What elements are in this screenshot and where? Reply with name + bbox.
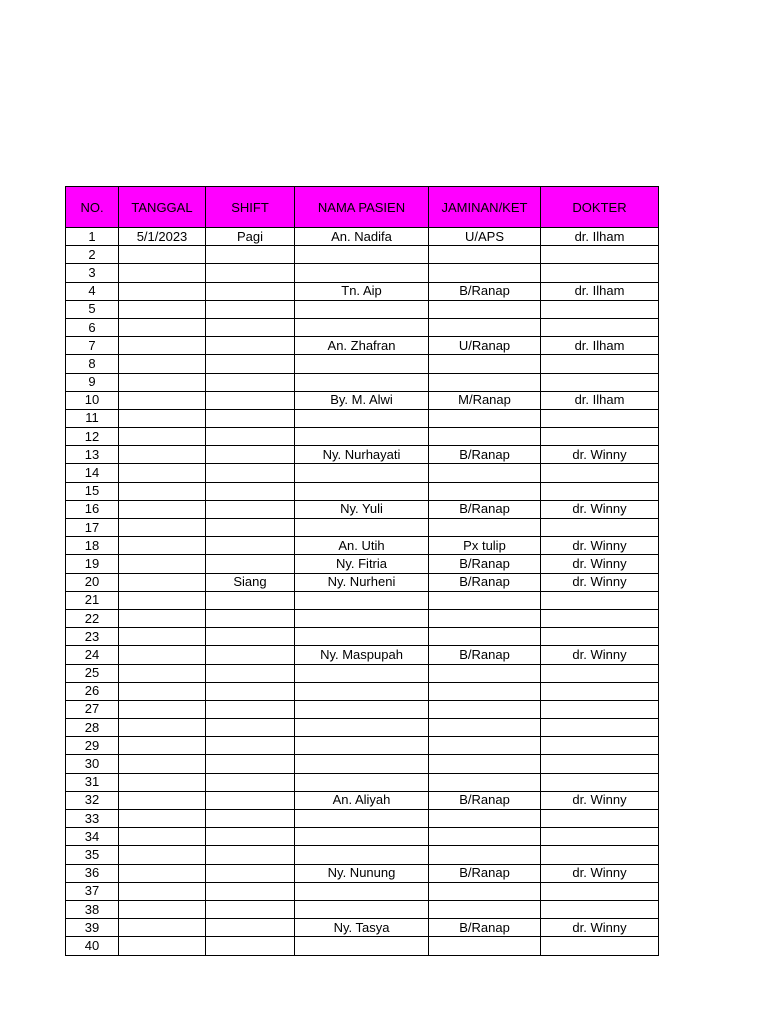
cell-shift xyxy=(206,355,295,373)
cell-tanggal xyxy=(119,737,206,755)
table-row xyxy=(66,828,659,846)
cell-jaminan-ket xyxy=(429,464,541,482)
cell-dokter xyxy=(541,264,659,282)
cell-tanggal xyxy=(119,264,206,282)
table-row xyxy=(66,246,659,264)
cell-nama-pasien: By. M. Alwi xyxy=(295,391,429,409)
cell-shift xyxy=(206,373,295,391)
cell-shift xyxy=(206,846,295,864)
cell-tanggal xyxy=(119,719,206,737)
table-row xyxy=(66,810,659,828)
cell-nama-pasien xyxy=(295,937,429,955)
cell-shift xyxy=(206,937,295,955)
cell-shift xyxy=(206,264,295,282)
cell-jaminan-ket xyxy=(429,591,541,609)
cell-dokter xyxy=(541,810,659,828)
cell-tanggal xyxy=(119,755,206,773)
table-row xyxy=(66,900,659,918)
cell-jaminan-ket xyxy=(429,719,541,737)
table-row xyxy=(66,791,659,809)
cell-nama-pasien xyxy=(295,682,429,700)
cell-no: 17 xyxy=(66,519,119,537)
cell-dokter: dr. Ilham xyxy=(541,391,659,409)
cell-no: 14 xyxy=(66,464,119,482)
cell-no: 36 xyxy=(66,864,119,882)
cell-no: 23 xyxy=(66,628,119,646)
cell-dokter xyxy=(541,409,659,427)
cell-dokter xyxy=(541,428,659,446)
cell-nama-pasien: Ny. Fitria xyxy=(295,555,429,573)
cell-jaminan-ket: M/Ranap xyxy=(429,391,541,409)
header-jaminan-ket: JAMINAN/KET xyxy=(429,187,541,228)
cell-dokter xyxy=(541,355,659,373)
cell-shift xyxy=(206,664,295,682)
cell-tanggal xyxy=(119,628,206,646)
cell-shift xyxy=(206,791,295,809)
cell-shift xyxy=(206,519,295,537)
table-row xyxy=(66,446,659,464)
cell-no: 5 xyxy=(66,300,119,318)
cell-jaminan-ket: B/Ranap xyxy=(429,864,541,882)
cell-shift xyxy=(206,591,295,609)
cell-jaminan-ket xyxy=(429,882,541,900)
cell-shift xyxy=(206,810,295,828)
cell-no: 6 xyxy=(66,318,119,336)
cell-tanggal xyxy=(119,446,206,464)
cell-nama-pasien xyxy=(295,810,429,828)
cell-dokter: dr. Winny xyxy=(541,919,659,937)
header-shift: SHIFT xyxy=(206,187,295,228)
cell-dokter: dr. Winny xyxy=(541,446,659,464)
cell-jaminan-ket xyxy=(429,900,541,918)
cell-jaminan-ket: B/Ranap xyxy=(429,555,541,573)
cell-shift xyxy=(206,391,295,409)
cell-jaminan-ket: B/Ranap xyxy=(429,282,541,300)
cell-nama-pasien: Ny. Maspupah xyxy=(295,646,429,664)
cell-no: 26 xyxy=(66,682,119,700)
cell-jaminan-ket: B/Ranap xyxy=(429,573,541,591)
cell-no: 4 xyxy=(66,282,119,300)
table-row xyxy=(66,555,659,573)
cell-no: 40 xyxy=(66,937,119,955)
cell-shift xyxy=(206,773,295,791)
cell-jaminan-ket xyxy=(429,300,541,318)
cell-tanggal xyxy=(119,937,206,955)
cell-dokter xyxy=(541,482,659,500)
cell-dokter xyxy=(541,937,659,955)
header-no: NO. xyxy=(66,187,119,228)
cell-shift xyxy=(206,700,295,718)
cell-shift xyxy=(206,246,295,264)
cell-tanggal xyxy=(119,900,206,918)
cell-dokter xyxy=(541,846,659,864)
cell-dokter xyxy=(541,519,659,537)
cell-jaminan-ket xyxy=(429,609,541,627)
cell-tanggal xyxy=(119,391,206,409)
cell-dokter: dr. Winny xyxy=(541,537,659,555)
cell-tanggal xyxy=(119,537,206,555)
cell-dokter xyxy=(541,882,659,900)
cell-tanggal xyxy=(119,373,206,391)
cell-no: 39 xyxy=(66,919,119,937)
cell-dokter xyxy=(541,719,659,737)
cell-no: 27 xyxy=(66,700,119,718)
table-row xyxy=(66,482,659,500)
cell-tanggal xyxy=(119,591,206,609)
cell-jaminan-ket xyxy=(429,810,541,828)
cell-nama-pasien: An. Zhafran xyxy=(295,337,429,355)
table-row xyxy=(66,864,659,882)
cell-jaminan-ket xyxy=(429,700,541,718)
table-row xyxy=(66,537,659,555)
cell-no: 24 xyxy=(66,646,119,664)
cell-shift xyxy=(206,409,295,427)
cell-jaminan-ket: B/Ranap xyxy=(429,791,541,809)
cell-shift xyxy=(206,919,295,937)
patient-table xyxy=(65,186,659,956)
cell-nama-pasien xyxy=(295,591,429,609)
cell-dokter xyxy=(541,591,659,609)
cell-nama-pasien xyxy=(295,464,429,482)
header-row xyxy=(66,187,659,228)
cell-tanggal xyxy=(119,882,206,900)
cell-tanggal xyxy=(119,300,206,318)
cell-tanggal xyxy=(119,318,206,336)
cell-shift xyxy=(206,737,295,755)
cell-shift xyxy=(206,755,295,773)
cell-nama-pasien: Ny. Tasya xyxy=(295,919,429,937)
cell-nama-pasien xyxy=(295,755,429,773)
cell-nama-pasien xyxy=(295,519,429,537)
cell-no: 29 xyxy=(66,737,119,755)
cell-tanggal xyxy=(119,664,206,682)
header-dokter: DOKTER xyxy=(541,187,659,228)
cell-nama-pasien xyxy=(295,373,429,391)
table-row xyxy=(66,391,659,409)
cell-tanggal xyxy=(119,282,206,300)
cell-no: 20 xyxy=(66,573,119,591)
table-row xyxy=(66,464,659,482)
cell-jaminan-ket xyxy=(429,682,541,700)
cell-shift xyxy=(206,900,295,918)
cell-dokter xyxy=(541,609,659,627)
cell-shift xyxy=(206,318,295,336)
cell-no: 7 xyxy=(66,337,119,355)
cell-jaminan-ket xyxy=(429,409,541,427)
cell-nama-pasien xyxy=(295,482,429,500)
cell-tanggal xyxy=(119,500,206,518)
table-row xyxy=(66,937,659,955)
cell-tanggal xyxy=(119,482,206,500)
cell-nama-pasien: Ny. Nurheni xyxy=(295,573,429,591)
cell-shift xyxy=(206,428,295,446)
cell-tanggal xyxy=(119,573,206,591)
table-header xyxy=(66,187,659,228)
cell-dokter xyxy=(541,664,659,682)
cell-shift xyxy=(206,682,295,700)
cell-jaminan-ket: B/Ranap xyxy=(429,500,541,518)
cell-jaminan-ket: Px tulip xyxy=(429,537,541,555)
table-row xyxy=(66,737,659,755)
cell-jaminan-ket: B/Ranap xyxy=(429,446,541,464)
cell-nama-pasien xyxy=(295,719,429,737)
cell-shift xyxy=(206,500,295,518)
cell-shift: Pagi xyxy=(206,228,295,246)
cell-dokter xyxy=(541,464,659,482)
cell-no: 19 xyxy=(66,555,119,573)
cell-jaminan-ket xyxy=(429,664,541,682)
cell-dokter: dr. Winny xyxy=(541,500,659,518)
cell-shift xyxy=(206,646,295,664)
cell-nama-pasien xyxy=(295,318,429,336)
cell-jaminan-ket xyxy=(429,318,541,336)
cell-nama-pasien xyxy=(295,428,429,446)
cell-jaminan-ket xyxy=(429,755,541,773)
cell-jaminan-ket: U/APS xyxy=(429,228,541,246)
cell-no: 22 xyxy=(66,609,119,627)
cell-dokter xyxy=(541,682,659,700)
cell-tanggal xyxy=(119,519,206,537)
cell-jaminan-ket xyxy=(429,428,541,446)
cell-dokter: dr. Ilham xyxy=(541,282,659,300)
cell-tanggal xyxy=(119,919,206,937)
cell-jaminan-ket xyxy=(429,937,541,955)
cell-dokter: dr. Winny xyxy=(541,864,659,882)
cell-tanggal xyxy=(119,791,206,809)
cell-shift xyxy=(206,719,295,737)
cell-tanggal xyxy=(119,555,206,573)
cell-nama-pasien xyxy=(295,664,429,682)
cell-no: 28 xyxy=(66,719,119,737)
cell-shift xyxy=(206,282,295,300)
cell-jaminan-ket xyxy=(429,355,541,373)
cell-no: 31 xyxy=(66,773,119,791)
table-row xyxy=(66,318,659,336)
cell-dokter xyxy=(541,900,659,918)
cell-nama-pasien: Ny. Yuli xyxy=(295,500,429,518)
cell-nama-pasien xyxy=(295,700,429,718)
cell-tanggal xyxy=(119,246,206,264)
cell-shift xyxy=(206,628,295,646)
cell-no: 30 xyxy=(66,755,119,773)
cell-no: 21 xyxy=(66,591,119,609)
cell-no: 2 xyxy=(66,246,119,264)
cell-dokter xyxy=(541,700,659,718)
cell-tanggal xyxy=(119,846,206,864)
table-body xyxy=(66,228,659,956)
cell-no: 34 xyxy=(66,828,119,846)
table-row xyxy=(66,373,659,391)
cell-dokter: dr. Winny xyxy=(541,555,659,573)
cell-tanggal xyxy=(119,646,206,664)
cell-tanggal xyxy=(119,864,206,882)
header-tanggal: TANGGAL xyxy=(119,187,206,228)
cell-no: 18 xyxy=(66,537,119,555)
cell-nama-pasien xyxy=(295,246,429,264)
table-row xyxy=(66,428,659,446)
cell-nama-pasien: Tn. Aip xyxy=(295,282,429,300)
cell-jaminan-ket xyxy=(429,246,541,264)
cell-jaminan-ket xyxy=(429,264,541,282)
cell-dokter xyxy=(541,373,659,391)
cell-nama-pasien xyxy=(295,882,429,900)
cell-jaminan-ket: B/Ranap xyxy=(429,919,541,937)
cell-nama-pasien xyxy=(295,609,429,627)
cell-nama-pasien: An. Aliyah xyxy=(295,791,429,809)
table-row xyxy=(66,228,659,246)
cell-jaminan-ket xyxy=(429,846,541,864)
table-row xyxy=(66,500,659,518)
cell-jaminan-ket xyxy=(429,628,541,646)
table-row xyxy=(66,282,659,300)
table-row xyxy=(66,664,659,682)
cell-tanggal xyxy=(119,810,206,828)
cell-shift xyxy=(206,337,295,355)
cell-dokter xyxy=(541,628,659,646)
cell-nama-pasien xyxy=(295,773,429,791)
cell-tanggal xyxy=(119,409,206,427)
cell-tanggal xyxy=(119,428,206,446)
cell-no: 9 xyxy=(66,373,119,391)
cell-no: 8 xyxy=(66,355,119,373)
cell-dokter: dr. Winny xyxy=(541,791,659,809)
cell-nama-pasien: Ny. Nurhayati xyxy=(295,446,429,464)
cell-dokter: dr. Ilham xyxy=(541,337,659,355)
cell-dokter xyxy=(541,773,659,791)
table-row xyxy=(66,628,659,646)
cell-no: 33 xyxy=(66,810,119,828)
cell-shift xyxy=(206,828,295,846)
table-row xyxy=(66,573,659,591)
cell-jaminan-ket xyxy=(429,773,541,791)
table-row xyxy=(66,337,659,355)
cell-no: 13 xyxy=(66,446,119,464)
cell-tanggal xyxy=(119,464,206,482)
cell-no: 38 xyxy=(66,900,119,918)
cell-shift xyxy=(206,464,295,482)
cell-jaminan-ket xyxy=(429,828,541,846)
cell-no: 32 xyxy=(66,791,119,809)
cell-jaminan-ket xyxy=(429,519,541,537)
table-row xyxy=(66,719,659,737)
cell-nama-pasien xyxy=(295,828,429,846)
cell-no: 12 xyxy=(66,428,119,446)
cell-jaminan-ket: U/Ranap xyxy=(429,337,541,355)
cell-dokter xyxy=(541,828,659,846)
table-row xyxy=(66,682,659,700)
header-nama-pasien: NAMA PASIEN xyxy=(295,187,429,228)
cell-tanggal xyxy=(119,355,206,373)
cell-no: 37 xyxy=(66,882,119,900)
cell-no: 15 xyxy=(66,482,119,500)
cell-nama-pasien xyxy=(295,628,429,646)
cell-tanggal xyxy=(119,609,206,627)
cell-shift: Siang xyxy=(206,573,295,591)
table-row xyxy=(66,355,659,373)
cell-nama-pasien xyxy=(295,900,429,918)
cell-no: 16 xyxy=(66,500,119,518)
cell-dokter xyxy=(541,737,659,755)
cell-tanggal xyxy=(119,773,206,791)
cell-nama-pasien xyxy=(295,300,429,318)
cell-tanggal xyxy=(119,700,206,718)
cell-dokter: dr. Ilham xyxy=(541,228,659,246)
cell-tanggal xyxy=(119,682,206,700)
cell-no: 3 xyxy=(66,264,119,282)
cell-jaminan-ket: B/Ranap xyxy=(429,646,541,664)
table-row xyxy=(66,591,659,609)
cell-tanggal xyxy=(119,828,206,846)
cell-no: 1 xyxy=(66,228,119,246)
cell-tanggal: 5/1/2023 xyxy=(119,228,206,246)
cell-dokter xyxy=(541,318,659,336)
cell-jaminan-ket xyxy=(429,373,541,391)
cell-dokter: dr. Winny xyxy=(541,646,659,664)
table-row xyxy=(66,609,659,627)
cell-dokter: dr. Winny xyxy=(541,573,659,591)
cell-nama-pasien xyxy=(295,846,429,864)
table-row xyxy=(66,300,659,318)
cell-nama-pasien xyxy=(295,264,429,282)
cell-jaminan-ket xyxy=(429,737,541,755)
cell-dokter xyxy=(541,300,659,318)
cell-dokter xyxy=(541,755,659,773)
table-row xyxy=(66,773,659,791)
cell-nama-pasien: Ny. Nunung xyxy=(295,864,429,882)
cell-shift xyxy=(206,446,295,464)
table-row xyxy=(66,264,659,282)
cell-shift xyxy=(206,882,295,900)
cell-nama-pasien xyxy=(295,355,429,373)
table-row xyxy=(66,519,659,537)
table-row xyxy=(66,846,659,864)
cell-nama-pasien xyxy=(295,409,429,427)
cell-no: 25 xyxy=(66,664,119,682)
cell-nama-pasien: An. Utih xyxy=(295,537,429,555)
cell-shift xyxy=(206,537,295,555)
cell-shift xyxy=(206,300,295,318)
cell-no: 10 xyxy=(66,391,119,409)
cell-shift xyxy=(206,555,295,573)
table-row xyxy=(66,700,659,718)
cell-no: 11 xyxy=(66,409,119,427)
cell-no: 35 xyxy=(66,846,119,864)
table-row xyxy=(66,882,659,900)
cell-nama-pasien: An. Nadifa xyxy=(295,228,429,246)
cell-jaminan-ket xyxy=(429,482,541,500)
cell-shift xyxy=(206,482,295,500)
table-row xyxy=(66,919,659,937)
cell-tanggal xyxy=(119,337,206,355)
cell-nama-pasien xyxy=(295,737,429,755)
cell-shift xyxy=(206,609,295,627)
table-row xyxy=(66,409,659,427)
cell-shift xyxy=(206,864,295,882)
cell-dokter xyxy=(541,246,659,264)
table-row xyxy=(66,646,659,664)
table-row xyxy=(66,755,659,773)
